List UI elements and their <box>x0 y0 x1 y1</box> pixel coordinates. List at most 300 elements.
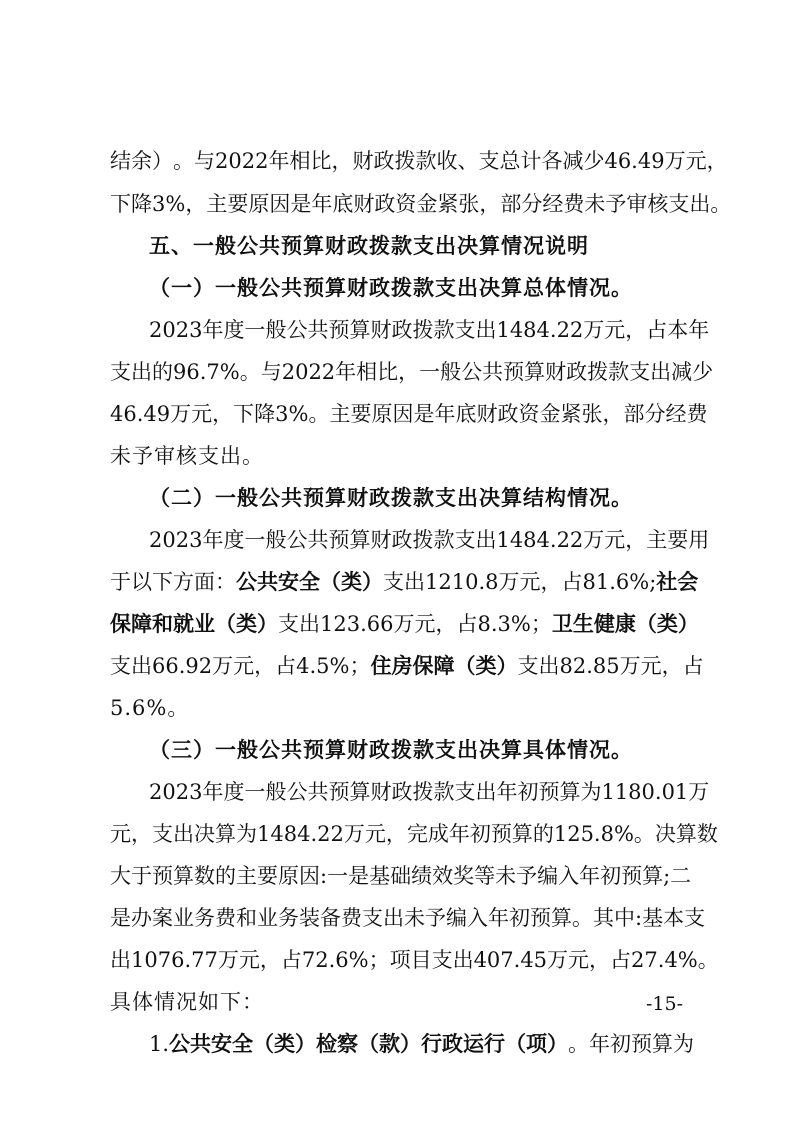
text-glyph: 余 <box>131 149 152 173</box>
text-glyph: 编 <box>537 864 559 888</box>
text-glyph: 支 <box>152 822 173 846</box>
text-glyph: 1484.22 <box>257 822 344 846</box>
text-glyph: 紧 <box>560 402 582 426</box>
text-glyph: ） <box>496 653 518 678</box>
text-glyph: 费 <box>563 192 585 216</box>
text-line <box>149 1026 695 1062</box>
text-glyph: 是 <box>110 906 131 930</box>
text-glyph: 占 <box>561 570 583 594</box>
text-glyph: 出 <box>689 192 711 216</box>
text-glyph: 全 <box>299 569 320 594</box>
text-glyph: 款 <box>415 149 437 173</box>
text-glyph: 要 <box>227 192 249 216</box>
text-glyph: 数 <box>194 864 215 888</box>
text-glyph: （ <box>215 611 236 636</box>
text-glyph: 结 <box>110 149 131 173</box>
text-glyph: 费 <box>341 906 362 930</box>
text-glyph: 经 <box>542 192 564 216</box>
text-glyph: 政 <box>566 360 588 384</box>
text-glyph: 经 <box>665 402 687 426</box>
text-glyph: 以 <box>131 570 152 594</box>
text-glyph: 算 <box>349 780 371 804</box>
text-glyph: 障 <box>131 611 152 636</box>
text-glyph: 支 <box>668 192 690 216</box>
text-glyph: 类 <box>274 1031 296 1056</box>
text-glyph: 公 <box>286 780 308 804</box>
text-glyph: 少 <box>692 360 714 384</box>
text-glyph: 的 <box>532 822 554 846</box>
text-glyph: 。 <box>697 948 719 972</box>
text-glyph: 底 <box>332 192 354 216</box>
text-glyph: 和 <box>152 611 173 636</box>
text-glyph: 降 <box>131 192 152 216</box>
text-glyph: : <box>635 906 643 930</box>
text-glyph: 业 <box>173 906 194 930</box>
text-glyph: 目 <box>410 948 432 972</box>
text-glyph: 成 <box>427 822 449 846</box>
text-glyph: 2023 <box>149 780 203 804</box>
text-glyph: 初 <box>517 780 539 804</box>
text-glyph: ） <box>362 569 383 594</box>
text-glyph: 算 <box>511 822 533 846</box>
text-glyph: 算 <box>215 822 236 846</box>
text-glyph: 元 <box>191 402 213 426</box>
text-glyph: 占 <box>275 654 297 678</box>
text-glyph: 分 <box>644 402 666 426</box>
text-glyph: 比 <box>310 149 332 173</box>
text-glyph: 共 <box>190 1031 212 1056</box>
text-glyph: 务 <box>278 906 299 930</box>
text-glyph: 因 <box>299 864 320 888</box>
text-glyph: 支 <box>362 906 383 930</box>
text-glyph: 类 <box>656 611 678 636</box>
text-glyph: 础 <box>390 864 412 888</box>
text-glyph: 收 <box>436 149 458 173</box>
text-glyph: 减 <box>671 360 693 384</box>
text-glyph: 基 <box>369 864 391 888</box>
text-glyph: 主 <box>236 864 257 888</box>
text-glyph: 面 <box>194 570 215 594</box>
text-glyph: 年 <box>335 360 357 384</box>
text-glyph: 3% <box>275 402 309 426</box>
text-glyph: 社 <box>656 569 678 594</box>
text-glyph: 金 <box>539 402 561 426</box>
text-glyph: （ <box>253 1031 275 1056</box>
text-glyph: 为 <box>580 780 602 804</box>
text-glyph: 元 <box>568 948 590 972</box>
text-glyph: 完 <box>406 822 428 846</box>
text-glyph: 元 <box>364 822 386 846</box>
text-glyph: 未 <box>495 864 517 888</box>
text-glyph: ， <box>625 318 647 342</box>
text-glyph: 业 <box>194 611 215 636</box>
text-glyph: 出 <box>475 528 497 552</box>
text-glyph: 财 <box>476 402 498 426</box>
text-glyph: 出 <box>110 948 131 972</box>
text-glyph: 123.66 <box>320 612 394 636</box>
text-line <box>110 648 704 684</box>
text-glyph: ； <box>368 948 390 972</box>
text-glyph: 共 <box>307 528 329 552</box>
text-glyph: 出 <box>475 780 497 804</box>
text-line <box>149 480 633 516</box>
text-glyph: 出 <box>650 360 672 384</box>
text-glyph: 般 <box>265 780 287 804</box>
text-glyph: 业 <box>257 906 278 930</box>
text-glyph: 支 <box>478 149 500 173</box>
text-glyph: 主 <box>206 192 228 216</box>
text-glyph: ， <box>212 402 234 426</box>
text-line <box>110 690 189 726</box>
text-glyph: 算 <box>642 864 664 888</box>
text-glyph: 察 <box>337 1031 359 1056</box>
text-glyph: 万 <box>217 948 239 972</box>
text-line <box>149 522 710 558</box>
text-glyph: 各 <box>541 149 563 173</box>
text-glyph: 障 <box>433 653 455 678</box>
text-glyph: ） <box>547 1031 569 1056</box>
text-glyph: 出 <box>131 654 152 678</box>
text-glyph: 一 <box>244 318 266 342</box>
text-glyph: 政 <box>391 528 413 552</box>
text-glyph: 款 <box>433 528 455 552</box>
text-glyph: 拨 <box>412 528 434 552</box>
text-glyph: 1484.22 <box>496 318 584 342</box>
text-glyph: 政 <box>497 402 519 426</box>
text-glyph: 安 <box>211 1031 233 1056</box>
text-glyph: 二 <box>670 864 692 888</box>
text-glyph: 共 <box>307 780 329 804</box>
text-glyph: 年 <box>579 864 601 888</box>
text-glyph: 财 <box>545 360 567 384</box>
text-glyph: 绩 <box>411 864 433 888</box>
text-glyph: ， <box>131 822 152 846</box>
text-glyph: 要 <box>667 528 689 552</box>
text-glyph: ） <box>295 1031 317 1056</box>
text-glyph: 检 <box>316 1031 338 1056</box>
text-glyph: 初 <box>610 1032 632 1056</box>
text-glyph: 数 <box>696 822 718 846</box>
text-glyph: 元 <box>414 612 436 636</box>
text-glyph: 因 <box>269 192 291 216</box>
text-line <box>110 942 719 978</box>
text-glyph: 。 <box>308 402 330 426</box>
text-glyph: 82.85 <box>559 654 620 678</box>
text-glyph: ） <box>152 149 173 173</box>
text-glyph: 等 <box>474 864 496 888</box>
text-glyph: 的 <box>152 360 173 384</box>
text-glyph: ， <box>254 654 276 678</box>
text-glyph: ： <box>215 570 236 594</box>
text-glyph: 共 <box>257 569 278 594</box>
text-glyph: 算 <box>524 360 546 384</box>
text-glyph: 公 <box>286 318 308 342</box>
text-glyph: 初 <box>469 822 491 846</box>
text-glyph: 其 <box>593 906 614 930</box>
text-glyph: ， <box>435 612 457 636</box>
text-glyph: 主 <box>329 402 351 426</box>
text-glyph: 政 <box>373 149 395 173</box>
text-glyph: 元 <box>685 149 707 173</box>
text-glyph: 占 <box>280 948 302 972</box>
text-glyph: 度 <box>223 780 245 804</box>
text-glyph: 备 <box>320 906 341 930</box>
text-line <box>110 438 264 474</box>
text-glyph: 出 <box>452 948 474 972</box>
text-glyph: 占 <box>456 612 478 636</box>
text-glyph: ; <box>663 864 671 888</box>
text-segment: （一）一般公共预算财政拨款支出决算总体情况。 <box>149 275 633 300</box>
text-glyph: 元 <box>604 528 626 552</box>
text-glyph: 1210.8 <box>425 570 499 594</box>
text-glyph: 大 <box>110 864 131 888</box>
text-glyph: 出 <box>299 612 320 636</box>
text-glyph: 元 <box>604 318 626 342</box>
text-glyph: 出 <box>131 360 152 384</box>
page-number: -15- <box>646 993 684 1015</box>
text-glyph: 比 <box>377 360 399 384</box>
text-glyph: 元 <box>110 822 131 846</box>
text-line <box>149 732 633 768</box>
text-glyph: 出 <box>173 822 194 846</box>
text-glyph: 案 <box>152 906 173 930</box>
text-glyph: 金 <box>416 192 438 216</box>
text-glyph: 办 <box>131 906 152 930</box>
text-glyph: 支 <box>383 570 404 594</box>
text-glyph: 年 <box>589 1032 611 1056</box>
text-glyph: 款 <box>433 780 455 804</box>
text-glyph: 因 <box>392 402 414 426</box>
text-glyph: 拨 <box>412 780 434 804</box>
text-line <box>149 774 710 810</box>
text-glyph: 住 <box>370 653 392 678</box>
text-glyph: 万 <box>547 948 569 972</box>
text-glyph: 预 <box>152 864 173 888</box>
text-glyph: 分 <box>521 192 543 216</box>
text-glyph: 占 <box>646 318 668 342</box>
text-line <box>110 143 728 179</box>
text-glyph: 公 <box>286 528 308 552</box>
text-glyph: : <box>320 864 328 888</box>
text-glyph: 减 <box>562 149 584 173</box>
text-glyph: 年 <box>488 906 509 930</box>
text-glyph: 拨 <box>587 360 609 384</box>
text-glyph: 资 <box>518 402 540 426</box>
text-glyph: 行 <box>421 1031 443 1056</box>
text-glyph: 预 <box>530 906 551 930</box>
text-glyph: 运 <box>463 1031 485 1056</box>
text-line <box>110 396 708 432</box>
text-glyph: 年 <box>202 780 224 804</box>
text-glyph: 出 <box>475 318 497 342</box>
text-glyph: 用 <box>688 528 710 552</box>
text-glyph: ， <box>625 528 647 552</box>
text-glyph: ， <box>540 570 562 594</box>
text-glyph: 为 <box>673 1032 695 1056</box>
text-glyph: 预 <box>328 780 350 804</box>
text-glyph: ； <box>530 612 552 636</box>
text-glyph: 2023 <box>149 318 203 342</box>
text-glyph: 下 <box>152 570 173 594</box>
text-line <box>110 354 714 390</box>
text-glyph: 度 <box>223 318 245 342</box>
text-glyph: 项 <box>389 948 411 972</box>
text-segment: 未予审核支出。 <box>110 444 264 468</box>
text-glyph: 务 <box>194 906 215 930</box>
text-glyph: 予 <box>605 192 627 216</box>
text-glyph: 是 <box>348 864 370 888</box>
text-glyph: 支 <box>110 360 131 384</box>
text-glyph: 1484.22 <box>496 528 584 552</box>
text-glyph: 预 <box>503 360 525 384</box>
text-glyph: 元 <box>640 654 662 678</box>
text-glyph: 预 <box>621 864 643 888</box>
text-glyph: 奖 <box>453 864 475 888</box>
text-glyph: 公 <box>461 360 483 384</box>
text-glyph: 主 <box>646 528 668 552</box>
text-glyph: 下 <box>233 402 255 426</box>
text-glyph: 财 <box>370 528 392 552</box>
text-glyph: 万 <box>343 822 365 846</box>
text-glyph: 初 <box>509 906 530 930</box>
text-line <box>110 858 692 894</box>
text-glyph: 类 <box>341 569 362 594</box>
text-glyph: 万 <box>688 780 710 804</box>
text-glyph: 万 <box>583 318 605 342</box>
text-glyph: 少 <box>583 149 605 173</box>
text-glyph: 年 <box>496 780 518 804</box>
text-glyph: 预 <box>490 822 512 846</box>
text-glyph: 占 <box>682 654 704 678</box>
text-glyph: （ <box>635 611 657 636</box>
text-glyph: 支 <box>431 948 453 972</box>
text-glyph: 66.92 <box>152 654 213 678</box>
text-glyph: 46.49 <box>604 149 665 173</box>
text-glyph: 张 <box>581 402 603 426</box>
text-glyph: （ <box>505 1031 527 1056</box>
text-glyph: 要 <box>257 864 278 888</box>
text-glyph: 房 <box>391 653 413 678</box>
text-glyph: 算 <box>349 318 371 342</box>
text-glyph: 入 <box>558 864 580 888</box>
text-glyph: 部 <box>623 402 645 426</box>
text-glyph: 125.8% <box>553 822 634 846</box>
text-glyph: 政 <box>391 780 413 804</box>
text-glyph: 1180.01 <box>601 780 689 804</box>
text-line <box>149 228 589 264</box>
text-glyph: 占 <box>610 948 632 972</box>
text-glyph: 4.5% <box>296 654 350 678</box>
text-glyph: 予 <box>516 864 538 888</box>
text-glyph: 款 <box>379 1031 401 1056</box>
text-glyph: 年 <box>202 528 224 552</box>
text-glyph: 年 <box>434 402 456 426</box>
text-glyph: 一 <box>244 528 266 552</box>
text-glyph: 款 <box>433 318 455 342</box>
text-glyph: 是 <box>290 192 312 216</box>
text-glyph: 算 <box>349 528 371 552</box>
text-glyph: 算 <box>551 906 572 930</box>
text-glyph: 公 <box>169 1031 191 1056</box>
text-line <box>110 186 732 222</box>
text-glyph: 度 <box>223 528 245 552</box>
text-glyph: （ <box>454 653 476 678</box>
text-glyph: 拨 <box>394 149 416 173</box>
text-glyph: 核 <box>647 192 669 216</box>
text-glyph: 万 <box>212 654 234 678</box>
text-glyph: 预 <box>631 1032 653 1056</box>
text-glyph: 般 <box>265 528 287 552</box>
text-glyph: 与 <box>194 149 215 173</box>
text-glyph: 效 <box>432 864 454 888</box>
text-glyph: 初 <box>600 864 622 888</box>
text-glyph: 万 <box>498 570 520 594</box>
text-glyph: 费 <box>686 402 708 426</box>
text-glyph: 原 <box>278 864 299 888</box>
text-glyph: 年 <box>448 822 470 846</box>
text-glyph: 本 <box>663 906 685 930</box>
text-glyph: 万 <box>170 402 192 426</box>
text-glyph: 项 <box>526 1031 548 1056</box>
text-glyph: 般 <box>440 360 462 384</box>
text-glyph: ， <box>589 948 611 972</box>
text-glyph: 预 <box>328 528 350 552</box>
text-segment: 具体情况如下： <box>110 990 264 1014</box>
text-glyph: 一 <box>244 780 266 804</box>
text-line <box>149 270 633 306</box>
text-glyph: 政 <box>374 192 396 216</box>
text-glyph: 编 <box>446 906 467 930</box>
text-glyph: 政 <box>442 1031 464 1056</box>
text-glyph: 就 <box>173 611 194 636</box>
text-line <box>110 816 718 852</box>
text-glyph: 财 <box>352 149 374 173</box>
text-glyph: 元 <box>233 654 255 678</box>
text-glyph: 、 <box>457 149 479 173</box>
text-glyph: 原 <box>371 402 393 426</box>
text-glyph: ， <box>706 149 728 173</box>
text-glyph: ， <box>385 822 407 846</box>
text-glyph: 支 <box>517 654 539 678</box>
text-glyph: 支 <box>454 780 476 804</box>
text-glyph: 共 <box>482 360 504 384</box>
text-glyph: 资 <box>395 192 417 216</box>
text-line <box>110 606 699 642</box>
text-glyph: ， <box>185 192 207 216</box>
text-glyph: ） <box>677 611 699 636</box>
text-glyph: 与 <box>260 360 282 384</box>
text-glyph: 类 <box>475 653 497 678</box>
text-glyph: 。 <box>710 192 732 216</box>
text-glyph: ； <box>349 654 371 678</box>
text-glyph: 于 <box>131 864 152 888</box>
text-glyph: 是 <box>413 402 435 426</box>
text-glyph: 部 <box>500 192 522 216</box>
text-glyph: 予 <box>425 906 446 930</box>
text-glyph: 本 <box>667 318 689 342</box>
text-glyph: 降 <box>254 402 276 426</box>
text-glyph: 未 <box>404 906 425 930</box>
text-glyph: 3% <box>152 192 186 216</box>
text-glyph: 相 <box>289 149 311 173</box>
text-glyph: 算 <box>675 822 697 846</box>
text-glyph: 全 <box>232 1031 254 1056</box>
text-glyph: 46.49 <box>110 402 171 426</box>
text-glyph: 支 <box>454 528 476 552</box>
text-glyph: 保 <box>412 653 434 678</box>
text-glyph: 出 <box>538 654 560 678</box>
text-glyph: 卫 <box>551 611 573 636</box>
